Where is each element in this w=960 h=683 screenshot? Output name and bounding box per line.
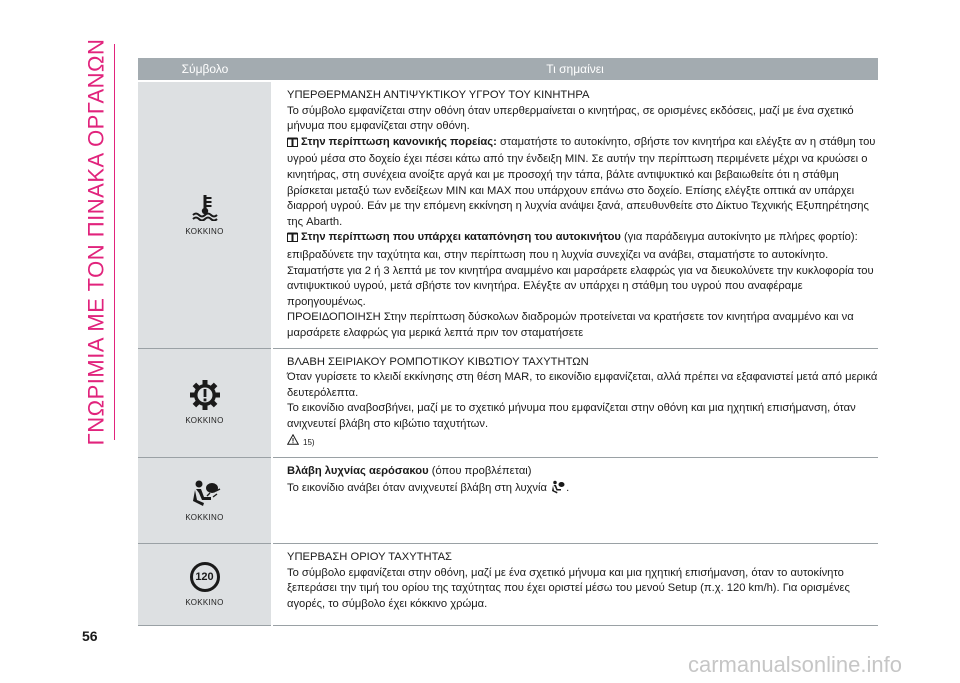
- symbol-label: ΚΟΚΚΙΝΟ: [185, 598, 224, 608]
- meaning-cell: [272, 544, 878, 626]
- warning-triangle-icon: [287, 434, 299, 451]
- header-meaning: Τι σημαίνει: [272, 58, 878, 81]
- reference-note: [287, 434, 878, 451]
- row-title: ΥΠΕΡΒΑΣΗ ΟΡΙΟΥ ΤΑΧΥΤΗΤΑΣ: [287, 551, 452, 564]
- symbol-cell: [138, 348, 272, 458]
- symbol-cell: [138, 458, 272, 544]
- book-icon: [287, 137, 298, 153]
- airbag-failure-icon: [138, 479, 271, 507]
- table-row: [138, 348, 878, 458]
- book-icon: [287, 232, 298, 248]
- row-text: Το σύμβολο εμφανίζεται στην οθόνη όταν υπερθερμαίνεται ο κινητήρας, σε ορισμένες εκδόσεις, μαζί με ένα σχετικό μήνυμα που εμφανίζεται στην οθόνη.: [287, 104, 854, 133]
- row-paragraph: [287, 230, 878, 310]
- row-text: (για παράδειγμα αυτοκίνητο με πλήρες φορτίο): επιβραδύνετε την ταχύτητα και, στην περίπτωση που η λυχνία συνεχίζει να ανάβει, σταματήστε το αυτοκίνητο. Σταματήστε για 2 ή 3 λεπτά με τον κινητήρα αναμμένο και μαρσάρετε ελαφρώς για να διευκολύνετε την κυκλοφορία του αντιψυκτικού υγρού, μετά σβήστε τον κινητήρα. Ελέγξτε αν υπάρχει η στάθμη του υγρού που αναφέραμε προηγουμένως.: [287, 231, 874, 308]
- table-row: [138, 458, 878, 544]
- lead-text: Στην περίπτωση κανονικής πορείας:: [301, 135, 497, 148]
- lead-suffix: (όπου προβλέπεται): [428, 465, 532, 478]
- table-row: [138, 81, 878, 348]
- symbol-cell: [138, 544, 272, 626]
- meaning-cell: [272, 81, 878, 348]
- table-header-row: [138, 58, 878, 81]
- row-text: Το σύμβολο εμφανίζεται στην οθόνη, μαζί με ένα σχετικό μήνυμα και μια ηχητική επισήμανση, όταν το αυτοκίνητο ξεπεράσει την τιμή του ορίου της ταχύτητας που έχει οριστεί μέσω του μενού Setup (π.χ. 120 km/h). Για ορισμένες αγορές, το σύμβολο έχει κόκκινο χρώμα.: [287, 566, 850, 610]
- warning-text: ΠΡΟΕΙΔΟΠΟΙΗΣΗ Στην περίπτωση δύσκολων διαδρομών προτείνεται να κρατήσετε τον κινητήρα αναμμένο και να μαρσάρετε ελαφρώς για μερικά λεπτά πριν τον σταματήσετε: [287, 311, 854, 339]
- row-title: ΥΠΕΡΘΕΡΜΑΝΣΗ ΑΝΤΙΨΥΚΤΙΚΟΥ ΥΓΡΟΥ ΤΟΥ ΚΙΝΗΤΗΡΑ: [287, 89, 590, 101]
- gearbox-failure-icon: [138, 380, 271, 410]
- symbol-cell: [138, 81, 272, 348]
- header-symbol: Σύμβολο: [138, 58, 272, 81]
- airbag-inline-icon: [550, 480, 566, 500]
- row-text: Το εικονίδιο αναβοσβήνει, μαζί με το σχετικό μήνυμα που εμφανίζεται στην οθόνη και μια ηχητική επισήμανση, όταν ανιχνευτεί βλάβη στο κιβώτιο ταχυτήτων.: [287, 402, 856, 430]
- reference-number: 15): [303, 437, 315, 447]
- lead-text: Στην περίπτωση που υπάρχει καταπόνηση του αυτοκινήτου: [301, 231, 621, 244]
- page-number: 56: [82, 628, 98, 644]
- row-text: σταματήστε το αυτοκίνητο, σβήστε τον κινητήρα και ελέγξτε αν η στάθμη του υγρού μέσα στο δοχείο έχει πέσει κάτω από την ένδειξη MIN. Σε αυτήν την περίπτωση περιμένετε μέχρι να κρυώσει ο κινητήρας, στη συνέχεια ανοίξτε αργά και με προσοχή την τάπα, βάλτε αντιψυκτικό και βεβαιωθείτε ότι η στάθμη βρίσκεται μεταξύ των ενδείξεων MIN και MAX που υπάρχουν επάνω στο δοχείο. Επίσης ελέγξτε οπτικά αν υπάρχει διαρροή υγρού. Εάν με την επόμενη εκκίνηση η λυχνία ανάψει ξανά, απευθυνθείτε στο Δίκτυο Τεχνικής Εξυπηρέτησης της Abarth.: [287, 135, 876, 228]
- row-title: ΒΛΑΒΗ ΣΕΙΡΙΑΚΟΥ ΡΟΜΠΟΤΙΚΟΥ ΚΙΒΩΤΙΟΥ ΤΑΧΥΤΗΤΩΝ: [287, 355, 589, 368]
- row-text: Όταν γυρίσετε το κλειδί εκκίνησης στη θέση MAR, το εικονίδιο εμφανίζεται, αλλά πρέπει να εξαφανιστεί μετά από μερικά δευτερόλεπτα.: [287, 371, 878, 399]
- row-text: Το εικονίδιο ανάβει όταν ανιχνευτεί βλάβη στη λυχνία: [287, 481, 547, 494]
- sentence-end: .: [566, 481, 570, 494]
- row-paragraph: [287, 480, 878, 500]
- side-title-text: ΓΝΩΡΙΜΙΑ ΜΕ ΤΟΝ ΠΙΝΑΚΑ ΟΡΓΑΝΩΝ: [83, 38, 109, 446]
- watermark: carmanualsonline.info: [687, 652, 902, 677]
- lead-text: Βλάβη λυχνίας αερόσακου: [287, 465, 429, 478]
- side-title: [76, 38, 116, 446]
- symbol-label: ΚΟΚΚΙΝΟ: [185, 416, 224, 426]
- symbol-label: ΚΟΚΚΙΝΟ: [185, 227, 224, 237]
- meaning-cell: [272, 458, 878, 544]
- warning-lights-table: [138, 58, 878, 626]
- speed-limit-icon: [138, 562, 271, 592]
- coolant-temperature-icon: [138, 193, 271, 221]
- meaning-cell: [272, 348, 878, 458]
- table-row: [138, 544, 878, 626]
- row-paragraph: [287, 135, 878, 231]
- symbol-label: ΚΟΚΚΙΝΟ: [185, 513, 224, 523]
- side-rule: [114, 44, 115, 440]
- row-heading: [287, 464, 878, 480]
- speed-limit-value: 120: [195, 571, 214, 584]
